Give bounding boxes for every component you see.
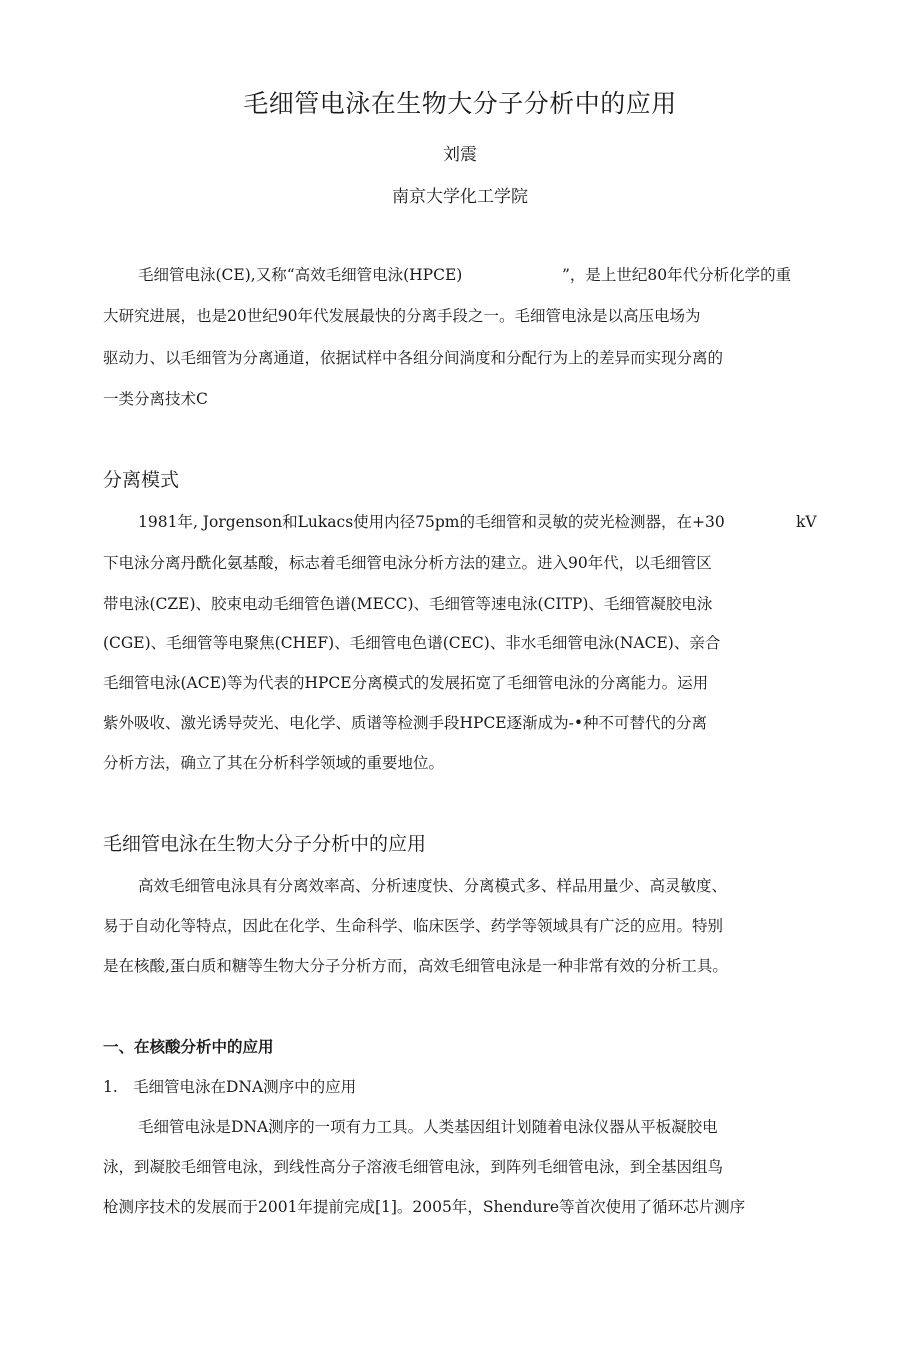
paragraph-line: 枪测序技术的发展而于2001年提前完成[1]。2005年，Shendure等首次使用了循环芯片测序: [103, 1198, 746, 1216]
paragraph-line: 高效毛细管电泳具有分离效率高、分析速度快、分离模式多、样品用量少、高灵敏度、: [138, 877, 728, 895]
paragraph-line: 毛细管电泳是DNA测序的一项有力工具。人类基因组计划随着电泳仪器从平板凝胶电: [138, 1118, 718, 1136]
subsection-heading-nucleic: 一、在核酸分析中的应用: [103, 1038, 274, 1056]
paragraph-line: 泳，到凝胶毛细管电泳，到线性高分子溶液毛细管电泳，到阵列毛细管电泳，到全基因组鸟: [103, 1158, 724, 1176]
paragraph-line: 驱动力、以毛细管为分离通道，依据试样中各组分间淌度和分配行为上的差异而实现分离的: [103, 349, 724, 367]
paragraph-line: 大研究进展，也是20世纪90年代发展最快的分离手段之一。毛细管电泳是以高压电场为: [103, 307, 701, 325]
paragraph-line: kV: [796, 513, 817, 531]
list-item-heading: 毛细管电泳在DNA测序中的应用: [133, 1078, 357, 1096]
paragraph-line: 是在核酸,蛋白质和糖等生物大分子分析方而，高效毛细管电泳是一种非常有效的分析工具。: [103, 957, 728, 975]
paragraph-line: 毛细管电泳(ACE)等为代表的HPCE分离模式的发展拓宽了毛细管电泳的分离能力。运用: [103, 674, 709, 692]
document-title: 毛细管电泳在生物大分子分析中的应用: [243, 89, 677, 118]
author-affiliation: 南京大学化工学院: [392, 187, 528, 207]
section-heading-modes: 分离模式: [103, 469, 180, 491]
paragraph-line: 毛细管电泳(CE),又称“高效毛细管电泳(HPCE): [138, 266, 463, 284]
paragraph-line: 带电泳(CZE)、胶束电动毛细管色谱(MECC)、毛细管等速电泳(CITP)、毛细管凝胶电泳: [103, 595, 713, 613]
list-item-number: 1.: [103, 1078, 118, 1096]
section-heading-applications: 毛细管电泳在生物大分子分析中的应用: [103, 833, 427, 855]
paragraph-line: ”，是上世纪80年代分析化学的重: [562, 266, 792, 284]
paragraph-line: 分析方法，确立了其在分析科学领域的重要地位。: [103, 754, 445, 772]
author-name: 刘震: [443, 145, 477, 165]
paragraph-line: (CGE)、毛细管等电聚焦(CHEF)、毛细管电色谱(CEC)、非水毛细管电泳(NACE)、亲合: [103, 634, 721, 652]
paragraph-line: 一类分离技术C: [103, 390, 208, 408]
paragraph-line: 易于自动化等特点，因此在化学、生命科学、临床医学、药学等领域具有广泛的应用。特别: [103, 917, 724, 935]
paragraph-line: 紫外吸收、激光诱导荧光、电化学、质谱等检测手段HPCE逐渐成为-•种不可替代的分离: [103, 714, 708, 732]
paragraph-line: 下电泳分离丹酰化氨基酸，标志着毛细管电泳分析方法的建立。进入90年代，以毛细管区: [103, 554, 712, 572]
paragraph-line: 1981年, Jorgenson和Lukacs使用内径75pm的毛细管和灵敏的荧光检测器，在+30: [138, 513, 725, 531]
